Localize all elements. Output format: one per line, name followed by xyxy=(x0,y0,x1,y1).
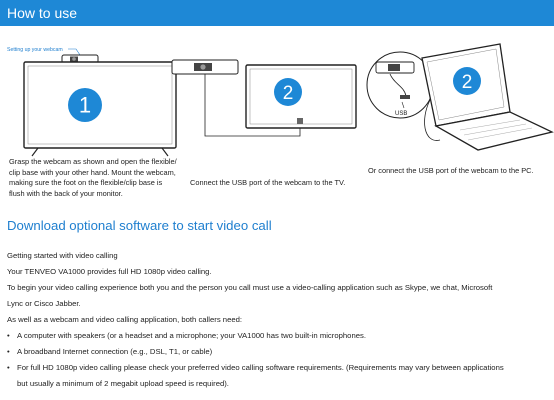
step-2 xyxy=(168,40,358,187)
tv-illustration xyxy=(0,40,190,160)
bullet-icon: • xyxy=(7,331,10,340)
step-number: 1 xyxy=(78,92,92,118)
body-text xyxy=(7,248,547,392)
page-title: How to use xyxy=(7,5,78,21)
section-title: Download optional software to start video call xyxy=(7,218,272,233)
step-3-caption: Or connect the USB port of the webcam to the PC. xyxy=(368,166,534,175)
list-item: • A broadband Internet connection (e.g., DSL, T1, or cable) xyxy=(7,344,547,360)
step-2-caption: Connect the USB port of the webcam to the TV. xyxy=(190,178,346,187)
step-number: 2 xyxy=(461,72,473,93)
list-item: • A computer with speakers (or a headset and a microphone; your VA1000 has two built-in microphones. xyxy=(7,328,547,344)
step-3 xyxy=(360,40,554,175)
laptop-usb-illustration xyxy=(360,40,554,160)
bullet-icon: • xyxy=(7,347,10,356)
body-line: Lync or Cisco Jabber. xyxy=(7,299,81,308)
setup-label: Setting up your webcam xyxy=(7,47,63,53)
step-1-caption: Grasp the webcam as shown and open the flexible/ clip base with your other hand. Mount the webcam, making sure the foot on the flexible/clip base is flush with the back of your monitor. xyxy=(9,157,177,198)
body-line: As well as a webcam and video calling application, both callers need: xyxy=(7,315,243,324)
tv-usb-illustration xyxy=(168,40,358,160)
body-line: Your TENVEO VA1000 provides full HD 1080p video calling. xyxy=(7,267,212,276)
list-item: • For full HD 1080p video calling please check your preferred video calling software requirements. (Requirements may vary between applications xyxy=(7,360,547,376)
bullet-icon: • xyxy=(7,363,10,372)
header-bar xyxy=(0,0,554,26)
step-1 xyxy=(0,40,190,198)
body-line: Getting started with video calling xyxy=(7,251,118,260)
body-line: To begin your video calling experience both you and the person you call must use a video-calling application such as Skype, we chat, Microsoft xyxy=(7,283,493,292)
usb-port-label: USB xyxy=(395,111,408,117)
list-item-continuation: but usually a minimum of 2 megabit upload speed is required). xyxy=(17,379,229,388)
leader-line xyxy=(68,49,80,55)
step-number: 2 xyxy=(282,83,294,104)
steps-section xyxy=(0,40,554,210)
